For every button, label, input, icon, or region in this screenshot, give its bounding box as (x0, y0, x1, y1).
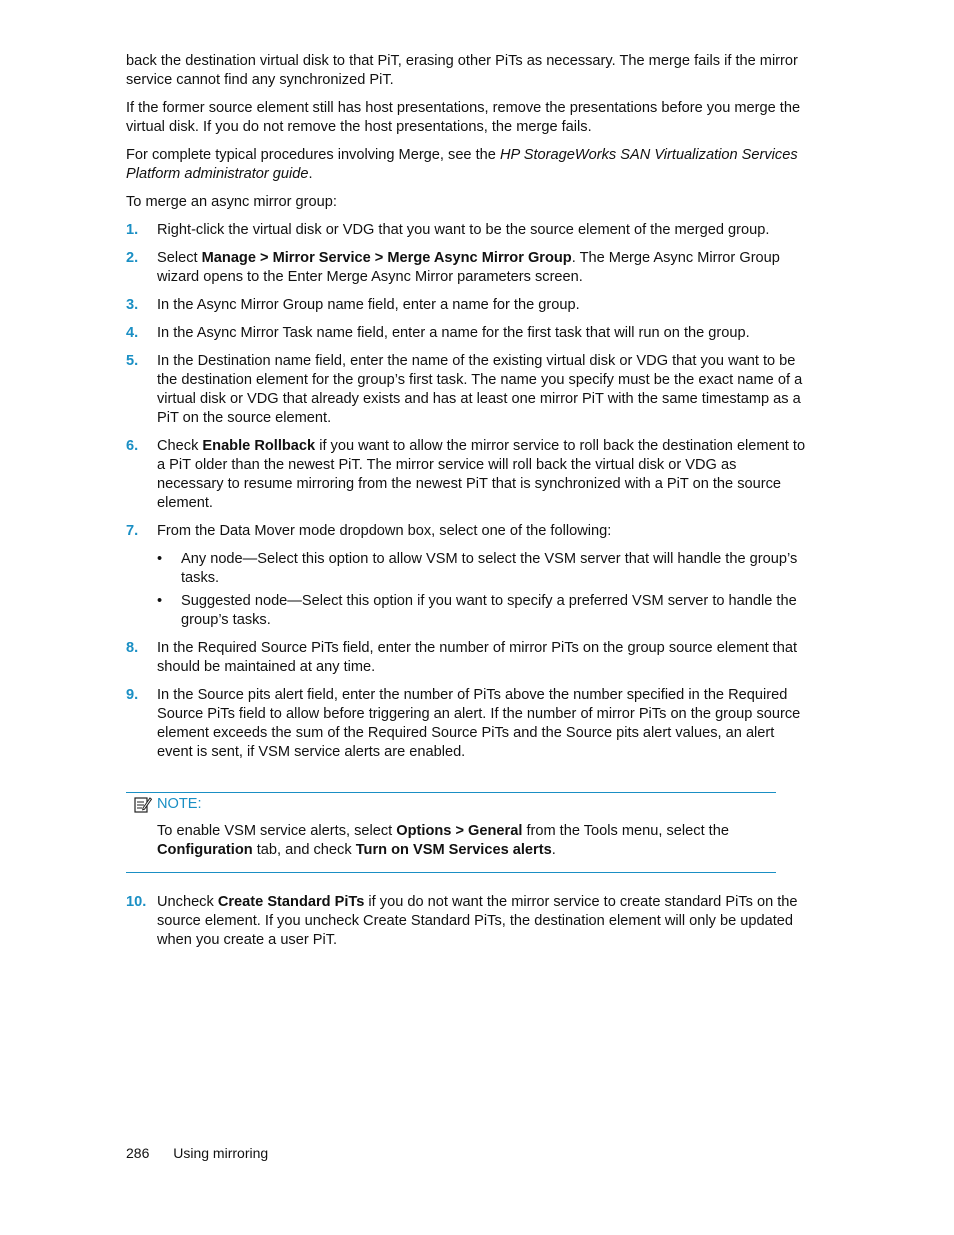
menu-path: Options > General (396, 823, 523, 839)
step-text: if you want to allow the mirror service to roll back the destination element to a PiT older than the newest PiT. The mirror service will roll back the virtual disk or VDG as necessary to resume mirroring from the newest PiT that is synchronized with a PiT on the source element. (157, 438, 806, 511)
step-text: Uncheck (157, 894, 218, 910)
step-text: In the Destination name field, enter the name of the existing virtual disk or VDG that you want to be the destination element for the group’s first task. The name you specify must be the exact name of a virtual disk or VDG that already exists and has at least one mirror PiT with the same timestamp as a PiT on the source element. (157, 353, 803, 426)
bullet-text: Any node—Select this option to allow VSM to select the VSM server that will handle the group’s tasks. (181, 551, 798, 586)
step-text: . The Merge Async Mirror Group wizard opens to the Enter Merge Async Mirror parameters screen. (157, 250, 780, 285)
option-name: Turn on VSM Services alerts (355, 842, 552, 858)
step-text: Right-click the virtual disk or VDG that you want to be the source element of the merged group. (157, 222, 770, 238)
intro-paragraph-2: If the former source element still has host presentations, remove the presentations before you merge the virtual disk. If you do not remove the host presentations, the merge fails. (126, 100, 801, 135)
step-8 (126, 639, 806, 677)
text: from the Tools menu, select the (522, 823, 729, 839)
list-item (157, 592, 806, 630)
bullet-icon: • (157, 551, 163, 567)
step-number: 10. (126, 894, 147, 910)
intro-paragraph-3 (126, 146, 806, 184)
step-number: 8. (126, 640, 139, 656)
procedure-steps-continued (126, 893, 806, 950)
step-1 (126, 221, 806, 240)
step-text: In the Source pits alert field, enter the number of PiTs above the number specified in the Required Source PiTs field to allow before triggering an alert. If the number of mirror PiTs on the group source element exceeds the sum of the Required Source PiTs and the Source pits alert values, an alert event is sent, if VSM service alerts are enabled. (157, 687, 801, 760)
menu-path: Manage > Mirror Service > Merge Async Mirror Group (201, 250, 572, 266)
text: tab, and check (252, 842, 356, 858)
text: . (551, 842, 556, 858)
note-box (126, 792, 776, 873)
step-text: In the Async Mirror Group name field, enter a name for the group. (157, 297, 580, 313)
step-2 (126, 249, 806, 287)
step-text: In the Async Mirror Task name field, enter a name for the first task that will run on the group. (157, 325, 750, 341)
step-7 (126, 522, 806, 630)
option-name: Enable Rollback (202, 438, 316, 454)
intro-paragraph-4: To merge an async mirror group: (126, 194, 337, 210)
mode-options-list (157, 550, 806, 630)
step-5 (126, 352, 806, 428)
step-number: 6. (126, 438, 139, 454)
option-name: Create Standard PiTs (217, 894, 365, 910)
step-3 (126, 296, 806, 315)
intro-paragraph-1: back the destination virtual disk to that PiT, erasing other PiTs as necessary. The merge fails if the mirror service cannot find any synchronized PiT. (126, 53, 798, 88)
text: To enable VSM service alerts, select (157, 823, 397, 839)
text: For complete typical procedures involving Merge, see the (126, 147, 500, 163)
bullet-text: Suggested node—Select this option if you want to specify a preferred VSM server to handle the group’s tasks. (181, 593, 797, 628)
step-number: 1. (126, 222, 139, 238)
step-6 (126, 437, 806, 513)
note-label: NOTE: (157, 796, 202, 812)
step-4 (126, 324, 806, 343)
step-number: 4. (126, 325, 139, 341)
step-text: From the Data Mover mode dropdown box, select one of the following: (157, 523, 612, 539)
note-pencil-icon (134, 796, 152, 813)
step-number: 7. (126, 523, 139, 539)
step-number: 2. (126, 250, 139, 266)
page-footer (126, 1145, 288, 1161)
step-10 (126, 893, 806, 950)
step-text: Select (157, 250, 202, 266)
step-number: 5. (126, 353, 139, 369)
step-text: In the Required Source PiTs field, enter the number of mirror PiTs on the group source element that should be maintained at any time. (157, 640, 798, 675)
note-text (157, 822, 776, 860)
step-number: 3. (126, 297, 139, 313)
document-page (126, 52, 806, 959)
text: . (308, 166, 313, 182)
procedure-steps (126, 221, 806, 762)
step-text: Check (157, 438, 203, 454)
bullet-icon: • (157, 593, 163, 609)
step-number: 9. (126, 687, 139, 703)
list-item (157, 550, 806, 588)
guide-title: HP StorageWorks SAN Virtualization Services Platform administrator guide (126, 147, 798, 182)
step-9 (126, 686, 806, 762)
section-title: Using mirroring (173, 1145, 269, 1161)
tab-name: Configuration (157, 842, 253, 858)
note-heading (157, 795, 776, 814)
page-number: 286 (126, 1145, 150, 1161)
step-text: if you do not want the mirror service to create standard PiTs on the source element. If you uncheck Create Standard PiTs, the destination element will only be updated when you create a user PiT. (157, 894, 798, 948)
